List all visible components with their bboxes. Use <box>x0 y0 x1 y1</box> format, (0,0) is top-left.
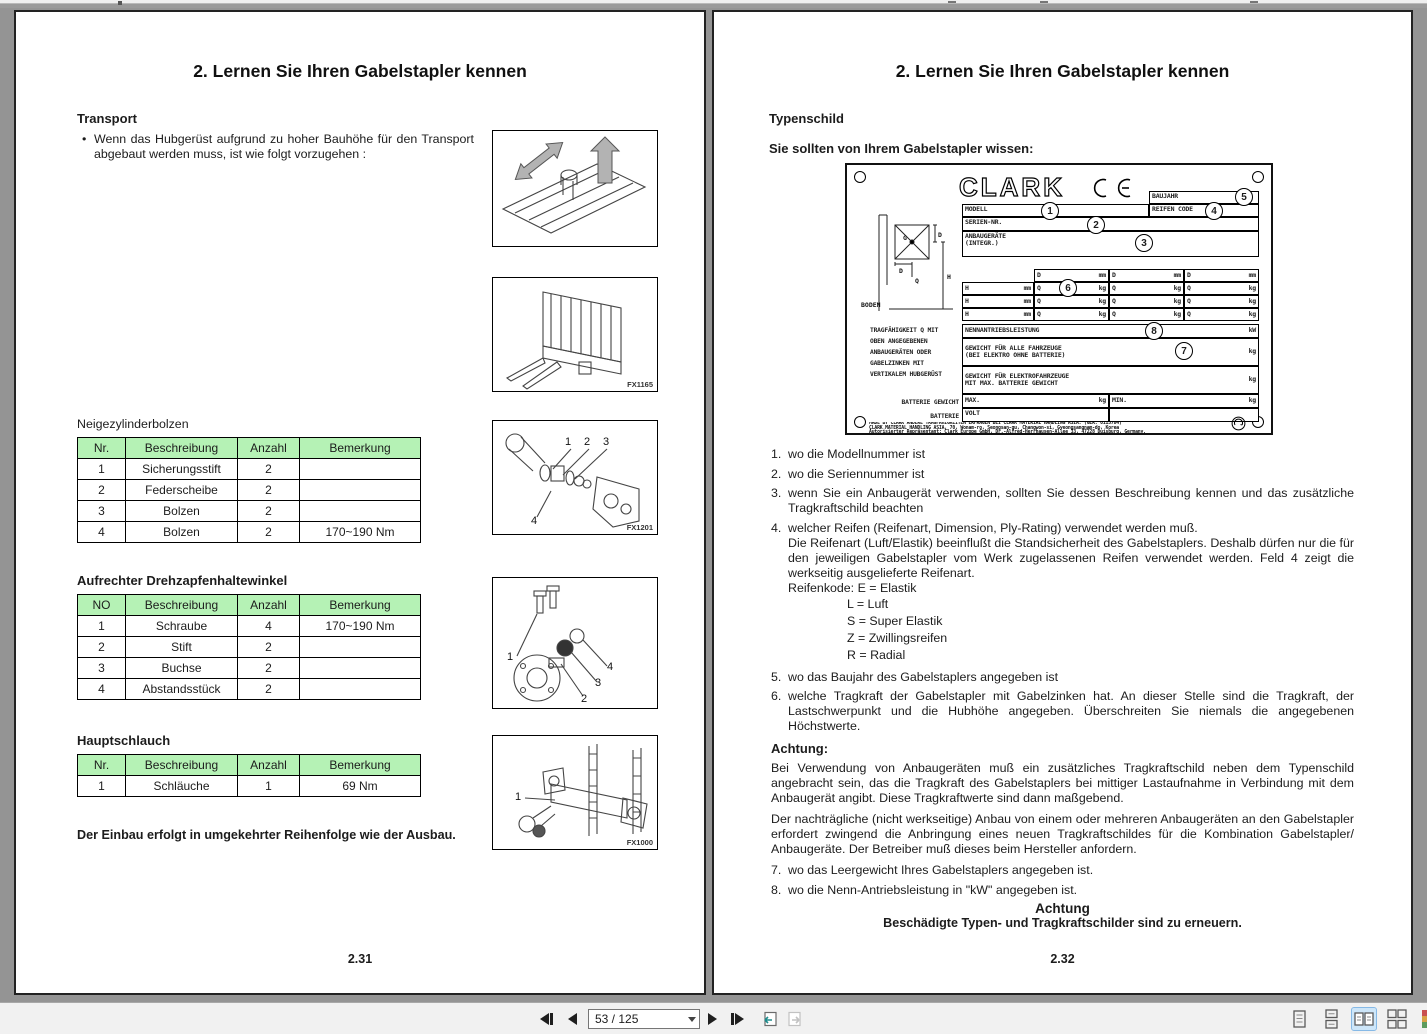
table-row: 1 Sicherungsstift 2 <box>78 459 421 480</box>
facing-pages-icon <box>1353 1009 1375 1029</box>
next-view-button[interactable] <box>786 1010 805 1028</box>
svg-text:CLARK: CLARK <box>959 172 1065 202</box>
capacity-cell: Q kg <box>1184 308 1259 321</box>
strip-mark <box>118 1 122 5</box>
pdf-viewer-toolbar <box>0 1002 1427 1034</box>
table-row: 3 Bolzen 2 <box>78 501 421 522</box>
batterie-min-field: MIN. kg <box>1109 394 1259 408</box>
figure-code: FX1165 <box>627 380 653 389</box>
table-row: 4 Bolzen 2 170~190 Nm <box>78 522 421 543</box>
list-item: 8. wo die Nenn-Antriebsleistung in "kW" angegeben ist. <box>771 882 1078 897</box>
batterie-label: BATTERIE <box>930 413 959 420</box>
strip-mark <box>1250 1 1258 3</box>
serien-nr-field: SERIEN-NR. <box>962 217 1259 231</box>
callout: 4 <box>607 661 614 673</box>
intro-line: Sie sollten von Ihrem Gabelstapler wissen: <box>769 141 1034 156</box>
svg-text:BODEN: BODEN <box>861 301 881 309</box>
nennantriebsleistung-field: NENNANTRIEBSLEISTUNG kW <box>962 324 1259 338</box>
list-item: 2. wo die Seriennummer ist <box>771 466 925 481</box>
table-row: 2 Federscheibe 2 <box>78 480 421 501</box>
gewicht-elektro-field: GEWICHT FÜR ELEKTROFAHRZEUGE MIT MAX. BATTERIE GEWICHT kg <box>962 366 1259 394</box>
figure-code: FX1000 <box>626 838 653 847</box>
hose-pulley-illustration <box>493 421 657 534</box>
nameplate-explanations <box>771 447 1354 902</box>
capacity-cell: Q kg <box>1034 308 1109 321</box>
triangle-right-icon <box>708 1013 717 1025</box>
ce-mark-icon <box>1089 177 1135 199</box>
capacity-cell: Q kg <box>1109 295 1184 308</box>
first-page-button[interactable] <box>540 1010 553 1028</box>
volt-field: VOLT <box>962 408 1109 422</box>
gewicht-alle-field: GEWICHT FÜR ALLE FAHRZEUGE (BEI ELEKTRO OHNE BATTERIE) kg <box>962 338 1259 366</box>
figure-code: FX1201 <box>626 523 653 532</box>
callout: 3 <box>603 436 610 448</box>
plate-callout-3: 3 <box>1135 234 1153 252</box>
capacity-cell: Q kg <box>1034 295 1109 308</box>
final-achtung <box>714 901 1411 930</box>
facing-pages-continuous-icon <box>1386 1009 1408 1029</box>
top-toolbar-sliver <box>0 0 1427 8</box>
list-item: 5. wo das Baujahr des Gabelstaplers angegeben ist <box>771 669 1059 684</box>
single-page-view-button[interactable] <box>1287 1008 1311 1030</box>
table3-caption: Hauptschlauch <box>77 733 171 748</box>
page-title: 2. Lernen Sie Ihren Gabelstapler kennen <box>193 61 527 81</box>
triangle-right-icon <box>735 1013 744 1025</box>
callout: 2 <box>584 436 591 448</box>
continuous-view-button[interactable] <box>1319 1008 1343 1030</box>
figure-mast-transport <box>492 130 658 247</box>
table-header-row: Nr. Beschreibung Anzahl Bemerkung <box>78 755 421 776</box>
transport-paragraph <box>82 132 474 162</box>
table-row: 4 Abstandsstück 2 <box>78 679 421 700</box>
list-item: 6. welche Tragkraft der Gabelstapler mit Gabelzinken hat. An dieser Stelle sind die Tragkraft, der Lastschwerpunkt und die Hubhöhe angegeben. Überschreiten Sie niemals die angegebenen Höchstwerte. <box>771 689 1354 733</box>
triangle-left-icon <box>540 1013 549 1025</box>
mount-hole <box>1252 171 1264 183</box>
col-header: Nr. <box>78 438 126 459</box>
batterie-max-field: MAX. kg <box>962 394 1109 408</box>
mast-transport-illustration <box>493 131 657 246</box>
plate-callout-5: 5 <box>1235 188 1253 206</box>
strip-mark <box>948 1 956 3</box>
tragfaehigkeit-label: TRAGFÄHIGKEIT Q MIT OBEN ANGEGEBENEN ANBAUGERÄTEN ODER GABELZINKEN MIT VERTIKALEM HUBGERÜST <box>870 327 942 378</box>
cut-off-toolbar-icon <box>1422 1010 1427 1028</box>
capacity-row-label: H mm <box>962 295 1034 308</box>
two-page-view-button[interactable] <box>1352 1008 1376 1030</box>
plate-callout-7: 7 <box>1175 342 1193 360</box>
bar-icon <box>731 1013 734 1025</box>
closing-note: Der Einbau erfolgt in umgekehrter Reihenfolge wie der Ausbau. <box>77 828 456 842</box>
svg-text:D: D <box>899 267 903 275</box>
bar-icon <box>550 1013 553 1025</box>
svg-text:Q: Q <box>915 277 919 285</box>
last-page-button[interactable] <box>731 1010 744 1028</box>
plate-callout-2: 2 <box>1087 216 1105 234</box>
page-title: 2. Lernen Sie Ihren Gabelstapler kennen <box>895 61 1230 81</box>
list-item: 4. welcher Reifen (Reifenart, Dimension, Ply-Rating) verwendet werden muß. Die Reifenart (Luft/Elastik) beeinflußt die Standsicherheit des Gabelstaplers. Deshalb dürfen nur die für den jeweiligen Gabelstapler vom Werk zugelassenen Reifen verwendet werden. Feld 4 zeigt die werkseitig ausgelieferte Reifenart. Reifenkode: E = Elastik L = Luft S = Super Elastik Z = Zwillingsreifen R = Radial <box>771 520 1354 662</box>
single-page-icon <box>1289 1009 1309 1029</box>
callout: 1 <box>507 651 514 663</box>
pdf-page-right <box>712 10 1413 995</box>
list-item: 3. wenn Sie ein Anbaugerät verwenden, sollten Sie dessen Beschreibung kennen und das zusätzliche Tragkraftschild beachten <box>771 486 1354 515</box>
nameplate-fine-print: MADE BY CLARK ANDERE TRAGFÄHIGKEITEN ERFRAGEN BEI CLARK MATERIAL HANDLING ASIA. (GER. 0115784) CLARK MATERIAL HANDLING ASIA, 70, Wonam-ro, Seongsan-gu, Changwon-si, Gyeongsangnam-do, Korea Autorisierter Repräsentant: Clark Europe GmbH, Dr.-Alfred-Herrhausen-Allee 33, 47228 Duisburg, Germany. <box>869 422 1146 436</box>
figure-tilt-cylinder-pin <box>492 577 658 709</box>
previous-view-icon <box>760 1010 779 1028</box>
reifen-code-field: REIFEN CODE <box>1149 204 1259 217</box>
list-item: 1. wo die Modellnummer ist <box>771 447 926 461</box>
capacity-row-label: H mm <box>962 308 1034 321</box>
capacity-row-label: H mm <box>962 282 1034 295</box>
achtung-paragraph: Bei Verwendung von Anbaugeräten muß ein zusätzliches Tragkraftschild neben dem Typenschild angebracht sein, das die Tragkraft des Gabelstaplers bei mittiger Lastaufnahme in Verbindung mit dem Anbaugerät angibt. Diese Tragkraftwerte sind dann maßgebend. <box>771 761 1354 805</box>
next-page-button[interactable] <box>708 1010 717 1028</box>
typenschild-heading: Typenschild <box>769 111 844 126</box>
col-header: Bemerkung <box>300 438 421 459</box>
callout: 3 <box>595 677 602 689</box>
recycle-mark-icon <box>1231 416 1246 431</box>
table-row: 1 Schraube 4 170~190 Nm <box>78 616 421 637</box>
capacity-cell: Q kg <box>1034 282 1109 295</box>
final-achtung-text: Beschädigte Typen- und Tragkraftschilder sind zu erneuern. <box>883 916 1242 930</box>
continuous-scroll-icon <box>1321 1009 1341 1029</box>
callout: 1 <box>515 791 522 803</box>
table1-caption: Neigezylinderbolzen <box>77 417 189 431</box>
table-header-row: NO Beschreibung Anzahl Bemerkung <box>78 595 421 616</box>
table-row: 1 Schläuche 1 69 Nm <box>78 776 421 797</box>
figure-carriage-install <box>492 735 658 850</box>
callout: 4 <box>531 515 538 527</box>
achtung-heading: Achtung: <box>771 741 829 756</box>
list-item: 7. wo das Leergewicht Ihres Gabelstaplers angegeben ist. <box>771 863 1094 877</box>
plate-callout-8: 8 <box>1145 322 1163 340</box>
reifenkode-list: L = Luft S = Super Elastik Z = Zwillingsreifen R = Radial <box>847 596 948 662</box>
plate-callout-4: 4 <box>1205 202 1223 220</box>
svg-text:D: D <box>938 231 942 239</box>
plate-callout-6: 6 <box>1059 279 1077 297</box>
callout: 1 <box>565 436 572 448</box>
next-view-icon <box>786 1010 805 1028</box>
anbaugeraete-field: ANBAUGERÄTE (INTEGR.) <box>962 231 1259 257</box>
hauptschlauch-table <box>77 754 421 797</box>
modell-field: MODELL <box>962 204 1149 217</box>
col-header: Beschreibung <box>126 438 238 459</box>
col-header: Anzahl <box>238 438 300 459</box>
transport-heading: Transport <box>77 111 137 126</box>
svg-text:H: H <box>947 273 951 281</box>
capacity-header-cell: D mm <box>1109 269 1184 282</box>
page-number-combobox[interactable] <box>588 1009 700 1029</box>
transport-bullet-text: Wenn das Hubgerüst aufgrund zu hoher Bauhöhe für den Transport abgebaut werden muss, ist wie folgt vorzugehen : <box>94 132 474 161</box>
mount-hole <box>854 171 866 183</box>
triangle-left-icon <box>568 1013 577 1025</box>
capacity-header-cell: D mm <box>1184 269 1259 282</box>
callout: 2 <box>581 693 588 705</box>
fork-carriage-illustration <box>493 278 657 391</box>
svg-text:G: G <box>903 234 907 242</box>
final-achtung-title: Achtung <box>1035 901 1090 916</box>
figure-hose-pulley-parts <box>492 420 658 535</box>
previous-page-button[interactable] <box>568 1010 577 1028</box>
table2-caption: Aufrechter Drehzapfenhaltewinkel <box>77 573 288 588</box>
neigezylinderbolzen-table <box>77 437 421 543</box>
capacity-header-cell: D mm <box>1034 269 1109 282</box>
baujahr-field: BAUJAHR <box>1149 191 1259 204</box>
page-number-right: 2.32 <box>1050 952 1075 966</box>
page-number-left: 2.31 <box>347 952 373 966</box>
plate-callout-1: 1 <box>1041 202 1059 220</box>
two-page-continuous-view-button[interactable] <box>1385 1008 1409 1030</box>
figure-fork-carriage <box>492 277 658 392</box>
typenschild-nameplate <box>845 163 1273 435</box>
bullet-dot: • <box>82 132 87 146</box>
drehzapfenhaltewinkel-table <box>77 594 421 700</box>
capacity-cell: Q kg <box>1109 282 1184 295</box>
strip-mark <box>1040 1 1048 3</box>
pdf-page-left <box>14 10 706 995</box>
capacity-cell: Q kg <box>1184 295 1259 308</box>
chevron-down-icon[interactable] <box>684 1010 699 1028</box>
table-header-row <box>78 438 421 459</box>
page-indicator-value: 53 / 125 <box>595 1012 639 1026</box>
achtung-paragraph: Der nachträgliche (nicht werkseitige) Anbau von einem oder mehreren Anbaugeräten an den Gabelstapler erfordert zwingend die Anbringung eines neuen Tragkraftschildes für die Kombination Gabelstapler/ Anbaugeräte. Der Betreiber muß dieses beim Hersteller anfordern. <box>771 812 1354 856</box>
capacity-cell: Q kg <box>1184 282 1259 295</box>
mount-hole <box>854 416 866 428</box>
load-center-diagram <box>859 211 959 321</box>
tilt-cylinder-illustration <box>493 578 657 708</box>
capacity-cell: Q kg <box>1109 308 1184 321</box>
table-row: 2 Stift 2 <box>78 637 421 658</box>
table-row: 3 Buchse 2 <box>78 658 421 679</box>
batterie-gewicht-label: BATTERIE GEWICHT <box>901 399 959 406</box>
previous-view-button[interactable] <box>760 1010 779 1028</box>
